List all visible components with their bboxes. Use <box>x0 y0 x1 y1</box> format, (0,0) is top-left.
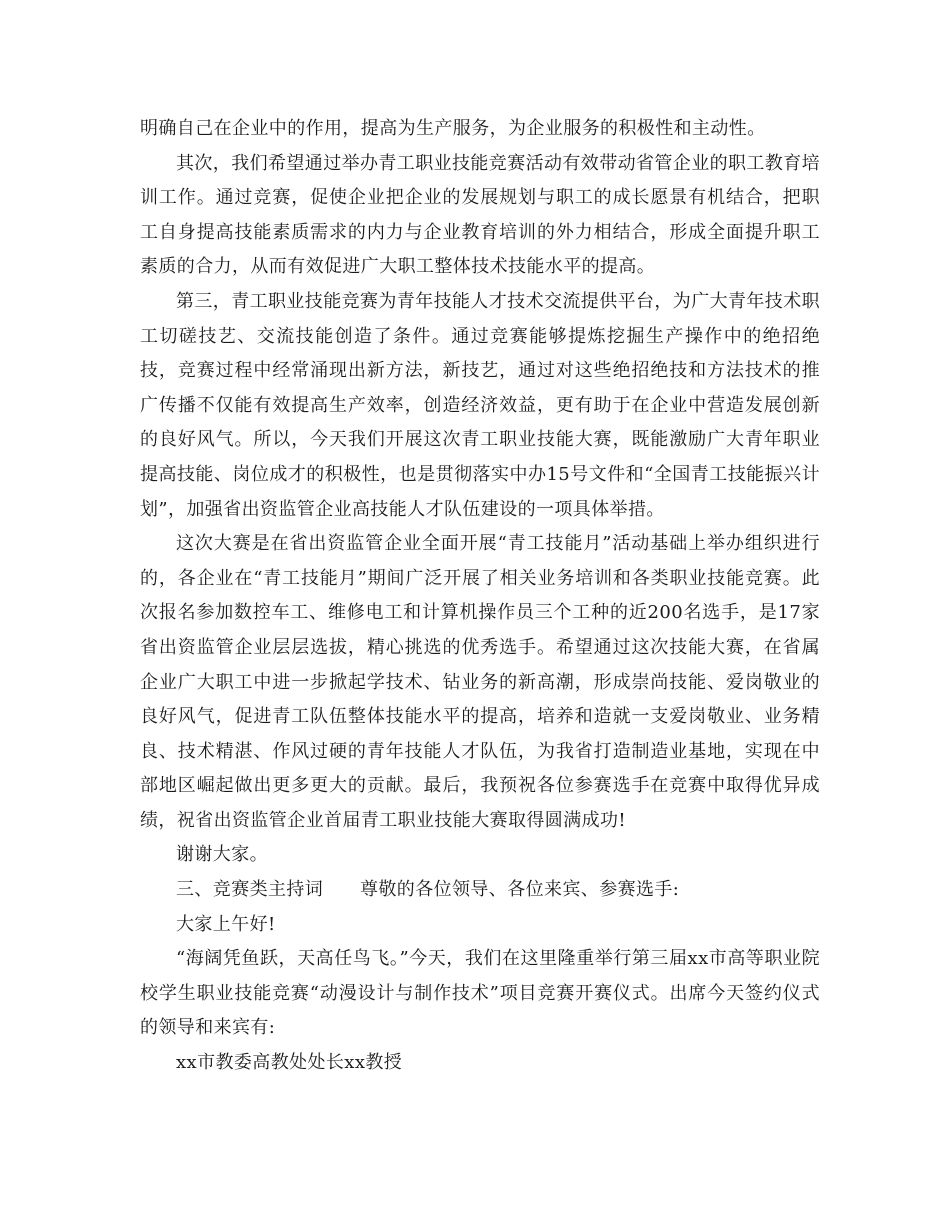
paragraph-4: 这次大赛是在省出资监管企业全面开展“青工技能月”活动基础上举办组织进行的，各企业在“青工技能月”期间广泛开展了相关业务培训和各类职业技能竞赛。此次报名参加数控车工、维修电工和计算机操作员三个工种的近200名选手，是17家省出资监管企业层层选拔，精心挑选的优秀选手。希望通过这次技能大赛，在省属企业广大职工中进一步掀起学技术、钻业务的新高潮，形成崇尚技能、爱岗敬业的良好风气，促进青工队伍整体技能水平的提高，培养和造就一支爱岗敬业、业务精良、技术精湛、作风过硬的青年技能人才队伍，为我省打造制造业基地，实现在中部地区崛起做出更多更大的贡献。最后，我预祝各位参赛选手在竞赛中取得优异成绩，祝省出资监管企业首届青工职业技能大赛取得圆满成功! <box>140 533 820 831</box>
paragraph-2: 其次，我们希望通过举办青工职业技能竞赛活动有效带动省管企业的职工教育培训工作。通过竞赛，促使企业把企业的发展规划与职工的成长愿景有机结合，把职工自身提高技能素质需求的内力与企业教育培训的外力相结合，形成全面提升职工素质的合力，从而有效促进广大职工整体技术技能水平的提高。 <box>140 152 820 278</box>
paragraph-9: xx市教委高教处处长xx教授 <box>176 1052 403 1074</box>
paragraph-6: 三、竞赛类主持词 尊敬的各位领导、各位来宾、参赛选手: <box>176 879 680 901</box>
paragraph-1: 明确自己在企业中的作用，提高为生产服务，为企业服务的积极性和主动性。 <box>140 118 766 139</box>
paragraph-3: 第三，青工职业技能竞赛为青年技能人才技术交流提供平台，为广大青年技术职工切磋技艺、交流技能创造了条件。通过竞赛能够提炼挖掘生产操作中的绝招绝技，竞赛过程中经常涌现出新方法，新技艺，通过对这些绝招绝技和方法技术的推广传播不仅能有效提高生产效率，创造经济效益，更有助于在企业中营造发展创新的良好风气。所以，今天我们开展这次青工职业技能大赛，既能激励广大青年职业提高技能、岗位成才的积极性，也是贯彻落实中办15号文件和“全国青工技能振兴计划”，加强省出资监管企业高技能人才队伍建设的一项具体举措。 <box>140 290 820 520</box>
document-body <box>140 112 820 1081</box>
paragraph-7: 大家上午好! <box>176 913 276 935</box>
paragraph-8: “海阔凭鱼跃，天高任鸟飞。”今天，我们在这里隆重举行第三届xx市高等职业院校学生职业技能竞赛“动漫设计与制作技术”项目竞赛开赛仪式。出席今天签约仪式的领导和来宾有: <box>140 948 820 1039</box>
paragraph-5: 谢谢大家。 <box>176 844 268 866</box>
